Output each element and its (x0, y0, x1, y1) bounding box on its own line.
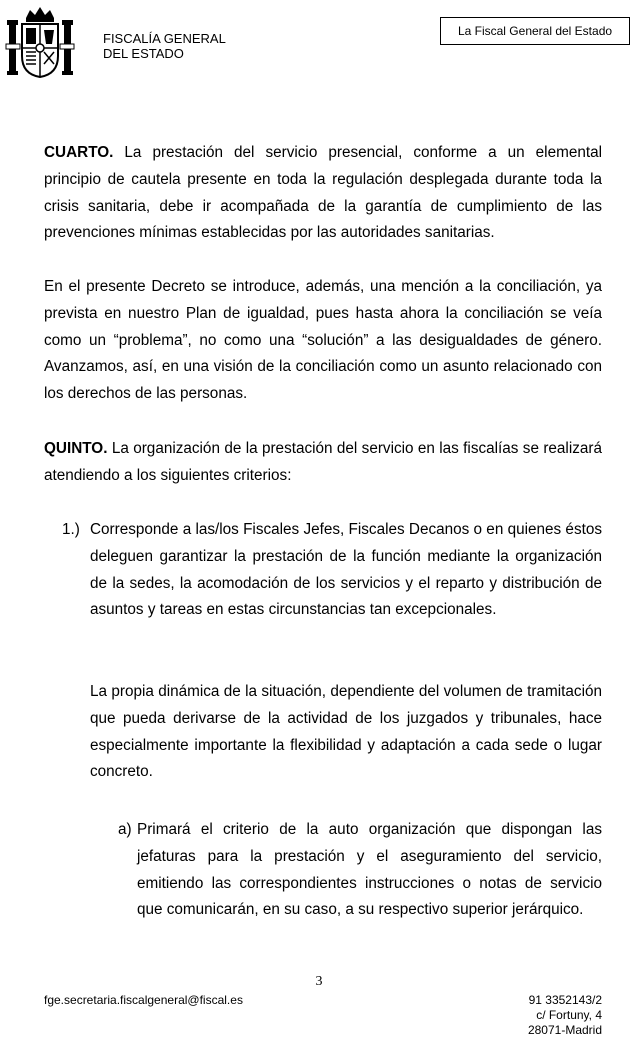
list-item-a-text: Primará el criterio de la auto organización que dispongan las jefaturas para la prestación y el aseguramiento del servicio, emitiendo las correspondientes instrucciones o notas de servicio que comunicarán, en su caso, a su respectivo superior jerárquico. (137, 821, 602, 919)
list-item-1 (62, 517, 602, 624)
page-number: 3 (315, 974, 323, 989)
section-cuarto (44, 140, 602, 247)
list-item-a-letter: a) (118, 821, 132, 838)
organization-name (103, 31, 226, 61)
footer-address-street: c/ Fortuny, 4 (536, 1008, 602, 1022)
footer-phone: 91 3352143/2 (528, 993, 602, 1007)
section-quinto-paragraph (44, 436, 602, 490)
section-quinto-heading: QUINTO. (44, 440, 108, 457)
list-item-1-text: Corresponde a las/los Fiscales Jefes, Fiscales Decanos o en quienes éstos deleguen garantizar la prestación de la función mediante la organización de la sedes, la acomodación de los servicios y el reparto y distribución de asuntos y tareas en estas circunstancias tan excepcionales. (90, 521, 602, 619)
section-quinto-text: La organización de la prestación del servicio en las fiscalías se realizará atendiendo a los siguientes criterios: (44, 440, 602, 484)
section-cuarto-heading: CUARTO. (44, 144, 114, 161)
conciliation-paragraph (44, 274, 602, 408)
list-item-a (118, 817, 602, 924)
organization-name-line2: DEL ESTADO (103, 46, 184, 61)
footer-email: fge.secretaria.fiscalgeneral@fiscal.es (44, 993, 243, 1007)
footer-contact (528, 993, 602, 1038)
conciliation-paragraph-text: En el presente Decreto se introduce, además, una mención a la conciliación, ya prevista en nuestro Plan de igualdad, pues hasta ahora la conciliación se veía como un “problema”, no como una “solución” a las desigualdades de género. Avanzamos, así, en una visión de la conciliación como un asunto relacionado con los derechos de las personas. (44, 278, 602, 403)
section-quinto (44, 436, 602, 490)
section-cuarto-text: La prestación del servicio presencial, conforme a un elemental principio de cautela presente en toda la regulación desplegada durante toda la crisis sanitaria, debe ir acompañada de la garantía de cumplimiento de las prevenciones mínimas establecidas por las autoridades sanitarias. (44, 144, 602, 242)
signatory-box: La Fiscal General del Estado (440, 17, 630, 45)
coat-of-arms-of-spain-icon (4, 4, 76, 80)
footer-address-city: 28071-Madrid (527, 1023, 602, 1037)
organization-name-line1: FISCALÍA GENERAL (103, 31, 226, 46)
list-item-1-paragraph-2: La propia dinámica de la situación, dependiente del volumen de tramitación que pueda derivarse de la actividad de los juzgados y tribunales, hace especialmente importante la flexibilidad y adaptación a cada sede o lugar concreto. (90, 683, 602, 781)
section-cuarto-paragraph (44, 140, 602, 247)
list-item-1-number: 1.) (62, 521, 80, 538)
